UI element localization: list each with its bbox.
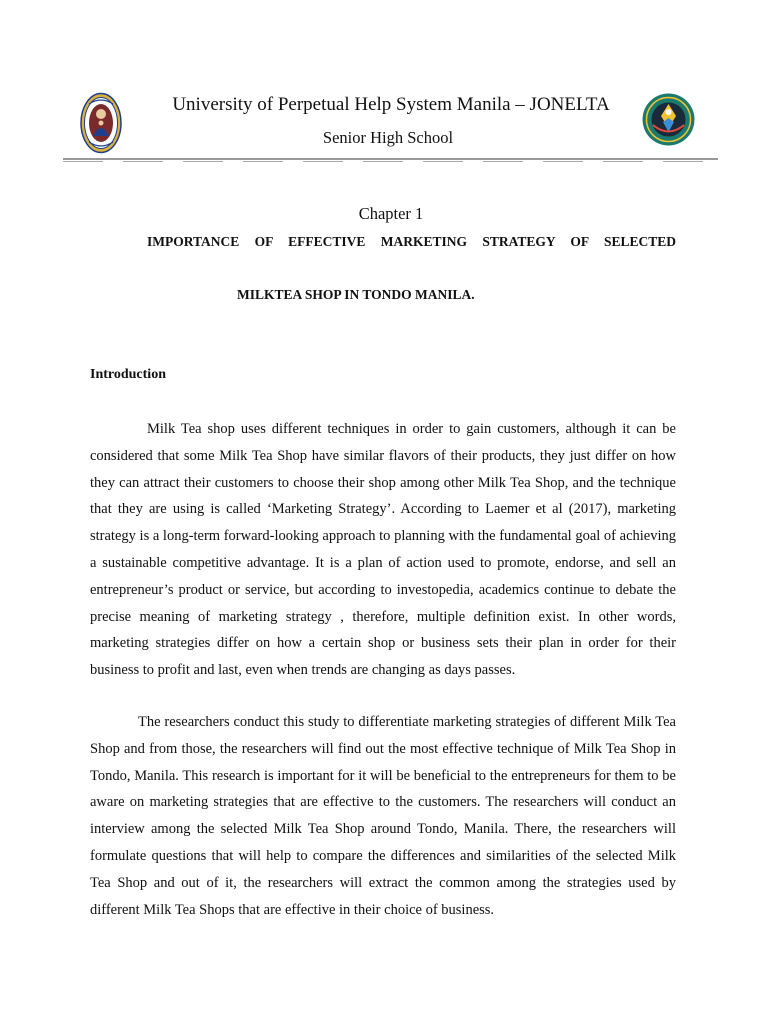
introduction-paragraph-2: The researchers conduct this study to differentiate marketing strategies of different Milk Tea Shop and from those, the researchers will find out the most effective technique of Milk Tea Shop in Tondo, Manila. This research is important for it will be beneficial to the entrepreneurs for them to be aware on marketing strategies that are effective to the customers. The researchers will conduct an interview among the selected Milk Tea Shop around Tondo, Manila. There, the researchers will formulate questions that will help to compare the differences and similarities of the selected Milk Tea Shop and out of it, the researchers will extract the common among the strategies used by different Milk Tea Shops that are effective in their choice of business. bbox=[90, 714, 676, 918]
introduction-heading: Introduction bbox=[90, 367, 166, 382]
chapter-label: Chapter 1 bbox=[358, 204, 424, 223]
header-divider bbox=[63, 158, 718, 163]
university-name: University of Perpetual Help System Manila – JONELTA bbox=[172, 94, 610, 115]
introduction-paragraph-1: Milk Tea shop uses different techniques in order to gain customers, although it can be considered that some Milk Tea Shop have similar flavors of their products, they just differ on how they can attract their customers to choose their shop among other Milk Tea Shop, and the technique that they are using is called ‘Marketing Strategy’. According to Laemer et al (2017), marketing strategy is a long-term forward-looking approach to planning with the fundamental goal of achieving a sustainable competitive advantage. It is a plan of action used to promote, endorse, and sell an entrepreneur’s product or service, but according to investopedia, academics continue to debate the precise meaning of marketing strategy , therefore, multiple definition exist. In other words, marketing strategies differ on how a certain shop or business sets their plan in order for their business to profit and last, even when trends are changing as days passes. bbox=[90, 421, 676, 679]
school-name: Senior High School bbox=[322, 128, 454, 147]
chapter-title-line-2: MILKTEA SHOP IN TONDO MANILA. bbox=[237, 287, 475, 302]
chapter-title-line-1: IMPORTANCE OF EFFECTIVE MARKETING STRATEGY OF SELECTED bbox=[147, 234, 676, 249]
